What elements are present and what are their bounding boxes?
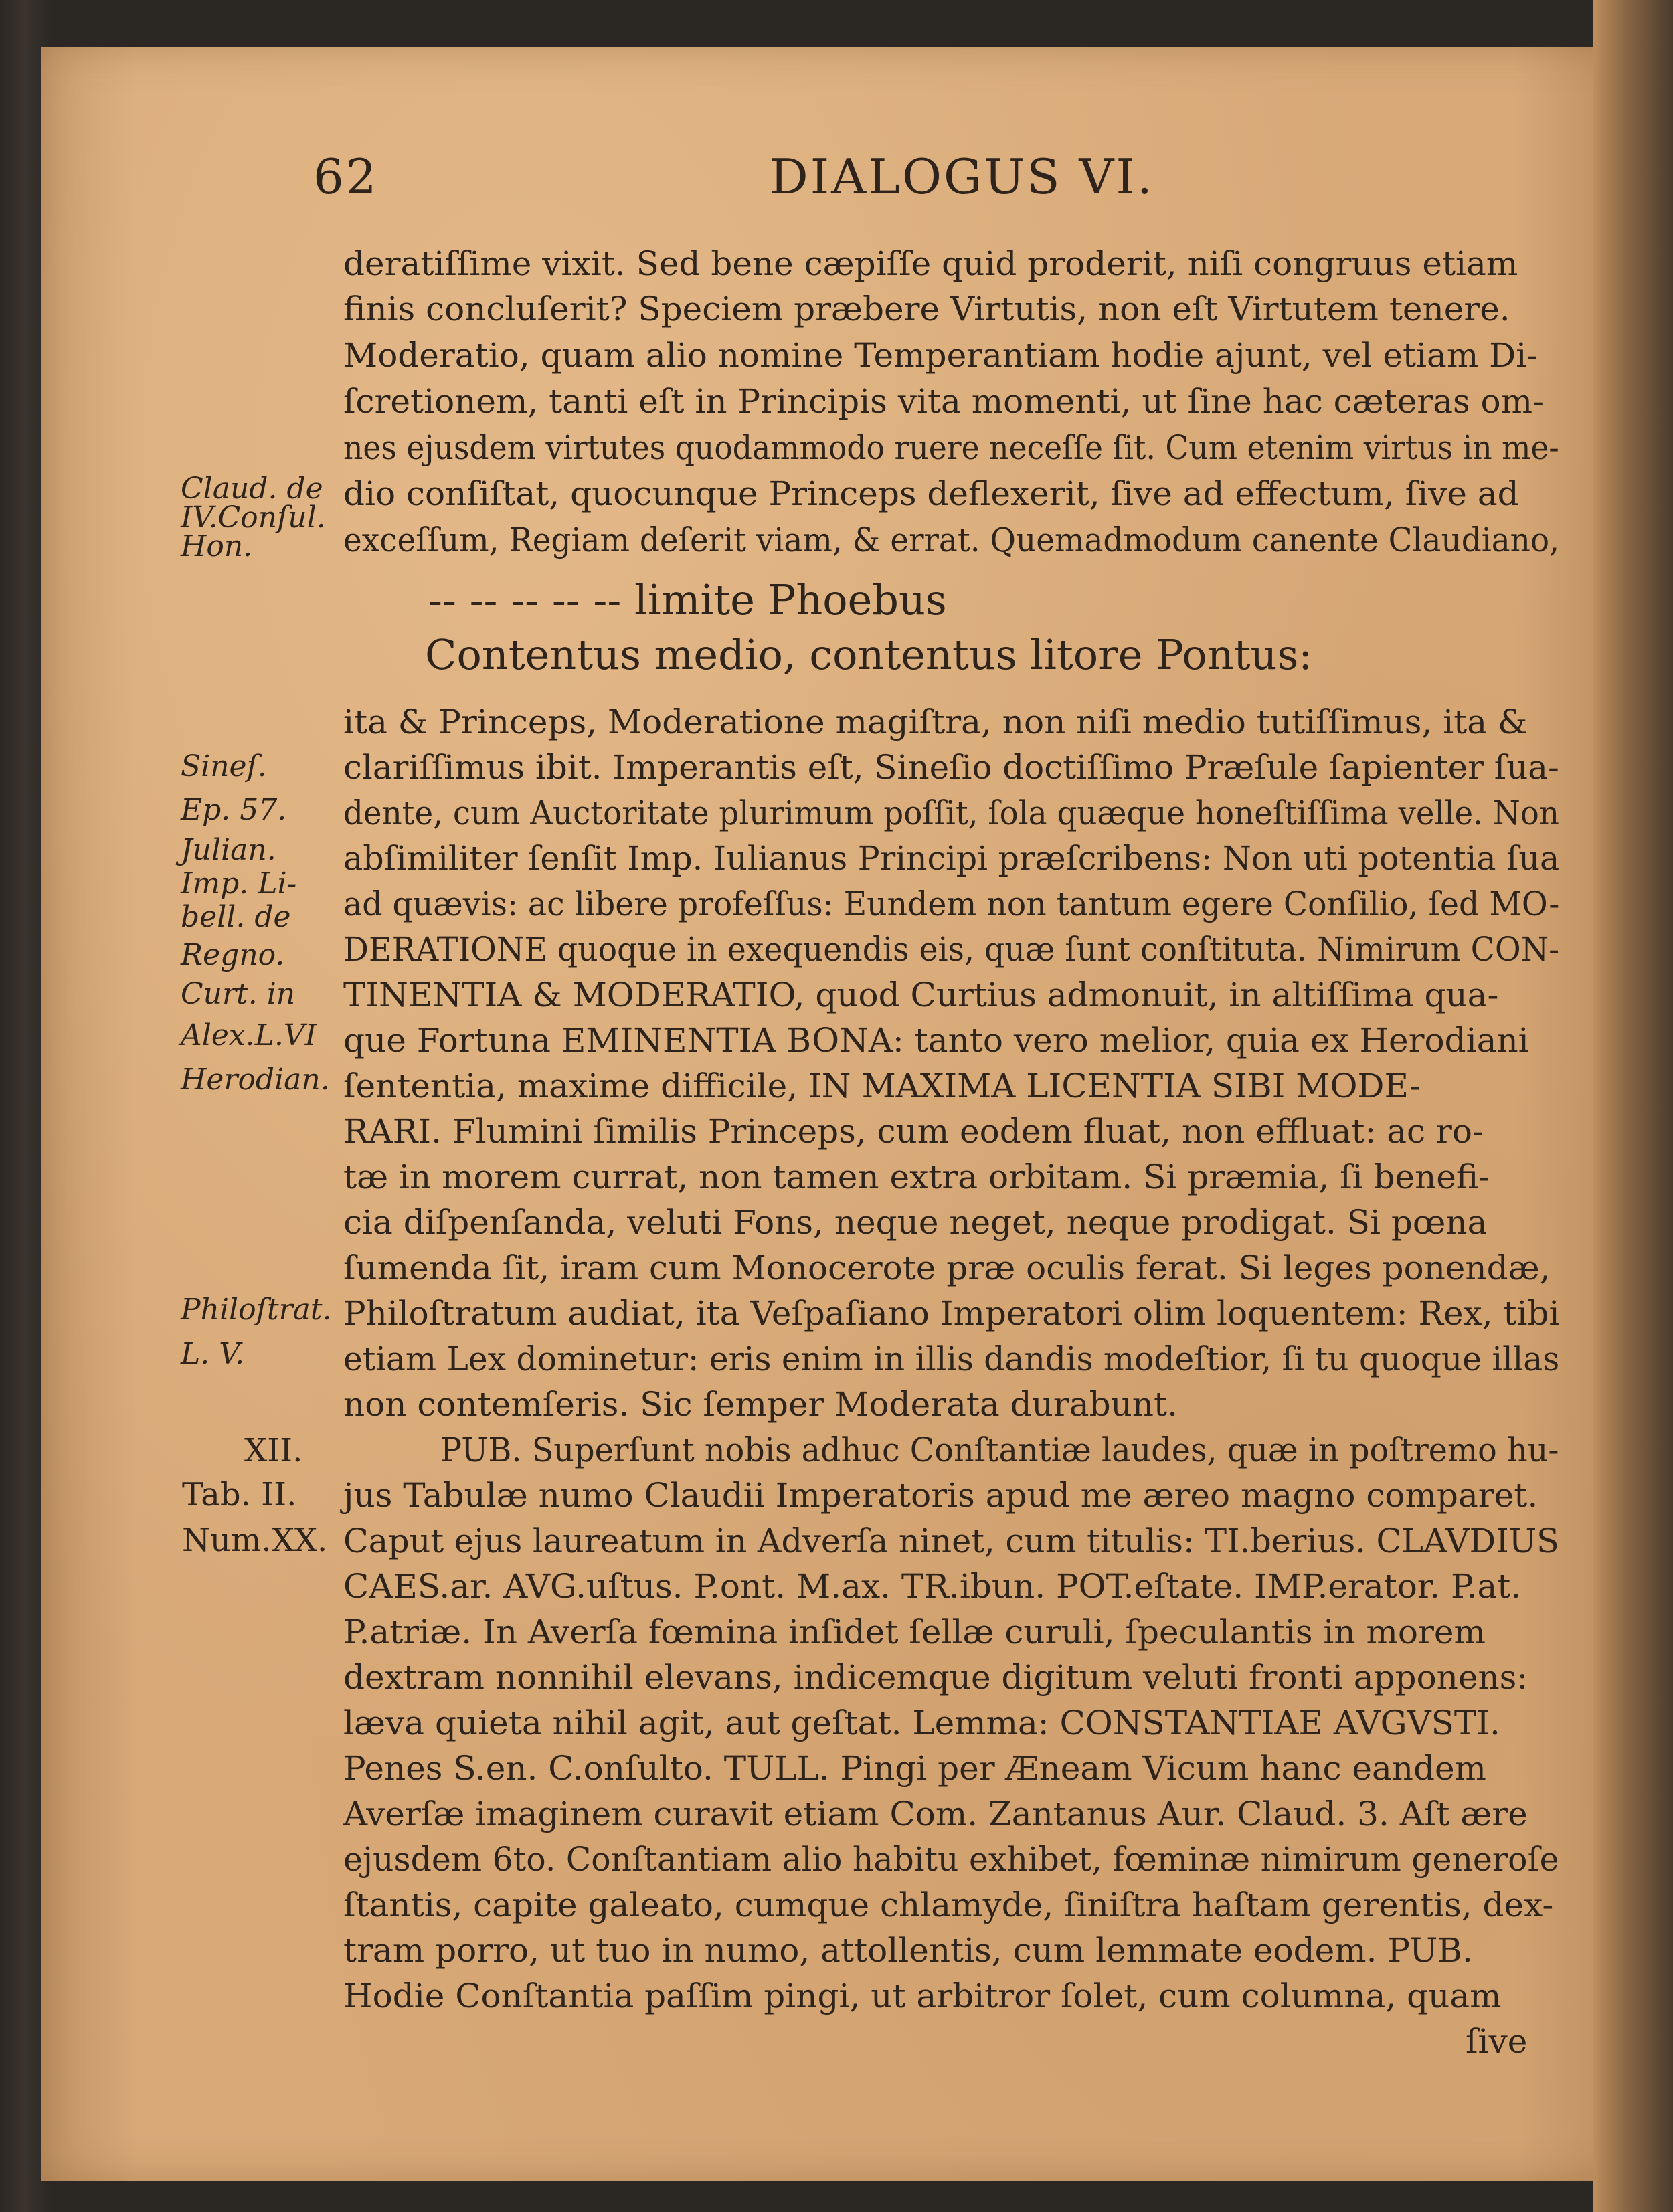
margin-note-curt: Curt. in — [181, 977, 296, 1011]
text-line-35: tram porro, ut tuo in numo, attollentis, cum lemmate eodem. PUB. — [343, 1931, 1473, 1970]
text-line-4: ſcretionem, tanti eſt in Principis vita momenti, ut ſine hac cæteras om- — [343, 382, 1544, 421]
section-number: XII. — [244, 1432, 303, 1469]
margin-note-hon: Hon. — [181, 529, 253, 563]
text-line-7: exceſſum, Regiam deſerit viam, & errat. Quemadmodum canente Claudiano, — [343, 521, 1560, 559]
text-line-13: DERATIONE quoque in exequendis eis, quæ ſunt conſtituta. Nimirum CON- — [343, 930, 1560, 969]
margin-note-consul: IV.Conſul. — [181, 500, 326, 535]
verse-line-2: Contentus medio, contentus litore Pontus: — [425, 630, 1313, 679]
margin-note-bell: bell. de — [181, 900, 291, 934]
text-line-3: Moderatio, quam alio nomine Temperantiam hodie ajunt, vel etiam Di- — [343, 336, 1538, 375]
text-line-12: ad quævis: ac libere profeſſus: Eundem non tantum egere Conſilio, ſed MO- — [343, 885, 1560, 923]
text-line-11: abſimiliter ſenſit Imp. Iulianus Principi præſcribens: Non uti potentia ſua — [343, 839, 1560, 878]
section-tab: Tab. II. — [182, 1476, 297, 1513]
text-line-2: finis concluſerit? Speciem præbere Virtutis, non eſt Virtutem tenere. — [343, 290, 1510, 329]
catchword: ſive — [1466, 2022, 1528, 2061]
text-line-6: dio conſiſtat, quocunque Princeps deflexerit, ſive ad effectum, ſive ad — [343, 474, 1519, 513]
text-line-31: Penes S.en. C.onſulto. TULL. Pingi per Æneam Vicum hanc eandem — [343, 1749, 1486, 1788]
text-line-29: dextram nonnihil elevans, indicemque digitum veluti fronti apponens: — [343, 1658, 1528, 1697]
text-line-25: jus Tabulæ numo Claudii Imperatoris apud me æreo magno comparet. — [343, 1476, 1538, 1515]
text-line-17: RARI. Flumini ſimilis Princeps, cum eodem fluat, non effluat: ac ro- — [343, 1112, 1484, 1151]
margin-note-alex: Alex.L.VI — [181, 1018, 317, 1052]
margin-note-herodian: Herodian. — [181, 1063, 330, 1097]
text-line-27: CAES.ar. AVG.uſtus. P.ont. M.ax. TR.ibun. POT.eſtate. IMP.erator. P.at. — [343, 1567, 1522, 1606]
text-line-23: non contemſeris. Sic ſemper Moderata durabunt. — [343, 1385, 1178, 1424]
text-line-5: nes ejusdem virtutes quodammodo ruere neceſſe ſit. Cum etenim virtus in me- — [343, 428, 1559, 467]
text-line-26: Caput ejus laureatum in Adverſa ninet, cum titulis: TI.berius. CLAVDIUS — [343, 1522, 1559, 1560]
page-number: 62 — [313, 149, 379, 205]
text-line-34: ſtantis, capite galeato, cumque chlamyde, ſiniſtra haſtam gerentis, dex- — [343, 1885, 1554, 1924]
margin-note-sines: Sineſ. — [181, 749, 267, 784]
text-line-24: PUB. Superſunt nobis adhuc Conſtantiæ laudes, quæ in poſtremo hu- — [440, 1431, 1559, 1469]
margin-note-regno: Regno. — [181, 938, 285, 972]
text-line-1: deratiſſime vixit. Sed bene cæpiſſe quid proderit, niſi congruus etiam — [343, 244, 1518, 283]
text-line-32: Averſæ imaginem curavit etiam Com. Zantanus Aur. Claud. 3. Aſt ære — [343, 1794, 1528, 1833]
text-line-21: Philoſtratum audiat, ita Veſpaſiano Imperatori olim loquentem: Rex, tibi — [343, 1294, 1560, 1333]
margin-note-julian: Julian. — [181, 833, 276, 867]
verse-line-1: -- -- -- -- -- limite Phoebus — [428, 575, 947, 624]
margin-note-ep: Ep. 57. — [181, 793, 287, 827]
margin-note-lv: L. V. — [181, 1337, 245, 1371]
text-line-19: cia diſpenſanda, veluti Fons, neque neget, neque prodigat. Si pœna — [343, 1203, 1488, 1242]
text-line-22: etiam Lex dominetur: eris enim in illis dandis modeſtior, ſi tu quoque illas — [343, 1340, 1560, 1378]
running-title: DIALOGUS VI. — [770, 149, 1154, 205]
text-line-36: Hodie Conſtantia paſſim pingi, ut arbitror ſolet, cum columna, quam — [343, 1976, 1502, 2015]
text-line-10: dente, cum Auctoritate plurimum poſſit, ſola quæque honeſtiſſima velle. Non — [343, 794, 1559, 832]
text-line-28: P.atriæ. In Averſa fœmina inſidet ſellæ curuli, ſpeculantis in morem — [343, 1612, 1486, 1651]
text-line-16: ſententia, maxime difficile, IN MAXIMA LICENTIA SIBI MODE- — [343, 1067, 1421, 1105]
text-line-8: ita & Princeps, Moderatione magiſtra, non niſi medio tutiſſimus, ita & — [343, 703, 1528, 741]
margin-note-imp: Imp. Li- — [181, 866, 297, 901]
text-line-18: tæ in morem currat, non tamen extra orbitam. Si præmia, ſi benefi- — [343, 1158, 1490, 1196]
text-line-20: ſumenda ſit, iram cum Monocerote præ oculis ferat. Si leges ponendæ, — [343, 1249, 1551, 1287]
margin-note-philostrat: Philoſtrat. — [181, 1293, 332, 1327]
text-line-14: TINENTIA & MODERATIO, quod Curtius admonuit, in altiſſima qua- — [343, 976, 1499, 1014]
margin-note-claud: Claud. de — [181, 472, 323, 506]
text-line-30: læva quieta nihil agit, aut geſtat. Lemma: CONSTANTIAE AVGVSTI. — [343, 1703, 1500, 1742]
text-line-33: ejusdem 6to. Conſtantiam alio habitu exhibet, fœminæ nimirum generoſe — [343, 1840, 1559, 1879]
text-line-15: que Fortuna EMINENTIA BONA: tanto vero melior, quia ex Herodiani — [343, 1021, 1529, 1060]
book-spine-edge — [1593, 0, 1673, 2212]
section-num: Num.XX. — [182, 1522, 328, 1559]
text-line-9: clariſſimus ibit. Imperantis eſt, Sineſio doctiſſimo Præſule ſapienter ſua- — [343, 748, 1559, 787]
